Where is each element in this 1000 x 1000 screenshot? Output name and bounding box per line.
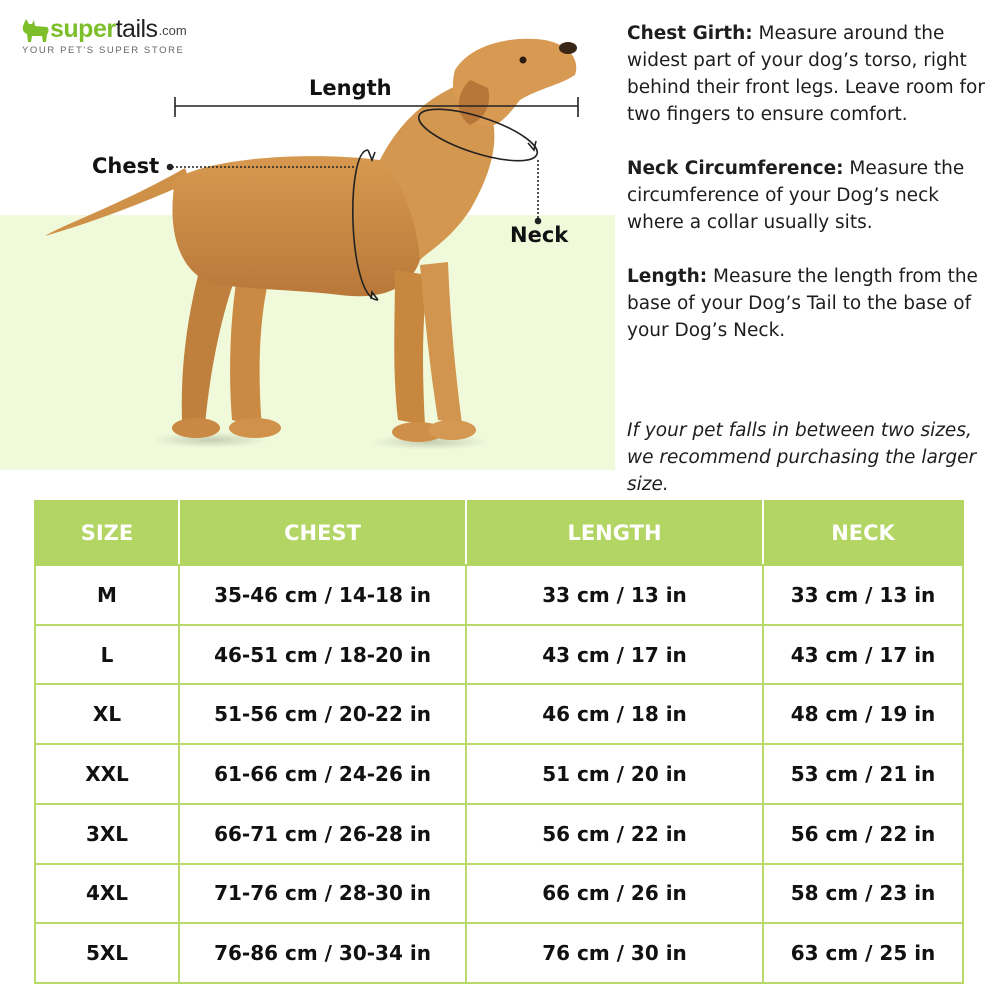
cell-size: 4XL	[35, 864, 179, 924]
table-row	[35, 744, 963, 804]
cell-size: M	[35, 565, 179, 625]
neck-text: Measure the circumference of your Dog’s neck where a collar usually sits.	[627, 158, 965, 233]
cell-neck: 53 cm / 21 in	[763, 744, 963, 804]
cell-length: 76 cm / 30 in	[466, 923, 763, 983]
cell-neck: 56 cm / 22 in	[763, 804, 963, 864]
cell-neck: 48 cm / 19 in	[763, 684, 963, 744]
logo-wordmark: supertails	[50, 15, 158, 43]
size-recommendation-note: If your pet falls in between two sizes, we recommend purchasing the larger size.	[627, 420, 977, 495]
cell-chest: 46-51 cm / 18-20 in	[179, 625, 466, 685]
length-term: Length:	[627, 266, 708, 287]
chest-girth-term: Chest Girth:	[627, 23, 753, 44]
table-row	[35, 565, 963, 625]
cell-length: 66 cm / 26 in	[466, 864, 763, 924]
cell-chest: 76-86 cm / 30-34 in	[179, 923, 466, 983]
cell-neck: 58 cm / 23 in	[763, 864, 963, 924]
chest-girth-text: Measure around the widest part of your dog’s torso, right behind their front legs. Leave room for two fingers to ensure comfort.	[627, 23, 985, 125]
cell-length: 56 cm / 22 in	[466, 804, 763, 864]
cell-length: 43 cm / 17 in	[466, 625, 763, 685]
cell-length: 51 cm / 20 in	[466, 744, 763, 804]
cell-size: 3XL	[35, 804, 179, 864]
header-chest: CHEST	[179, 501, 466, 565]
length-text: Measure the length from the base of your Dog’s Tail to the base of your Dog’s Neck.	[627, 266, 978, 341]
cell-length: 46 cm / 18 in	[466, 684, 763, 744]
header-size: SIZE	[35, 501, 179, 565]
measurement-instructions	[627, 20, 993, 495]
table-row	[35, 684, 963, 744]
table-row	[35, 864, 963, 924]
chest-girth-paragraph	[627, 20, 993, 128]
cell-size: XL	[35, 684, 179, 744]
neck-term: Neck Circumference:	[627, 158, 844, 179]
cell-neck: 43 cm / 17 in	[763, 625, 963, 685]
cell-size: XXL	[35, 744, 179, 804]
cell-size: L	[35, 625, 179, 685]
header-neck: NECK	[763, 501, 963, 565]
table-row	[35, 923, 963, 983]
cell-chest: 51-56 cm / 20-22 in	[179, 684, 466, 744]
length-paragraph	[627, 263, 993, 344]
cell-neck: 33 cm / 13 in	[763, 565, 963, 625]
neck-paragraph	[627, 155, 993, 236]
cell-neck: 63 cm / 25 in	[763, 923, 963, 983]
length-label: Length	[309, 76, 392, 100]
dog-silhouette-icon	[20, 16, 50, 42]
table-header-row	[35, 501, 963, 565]
cell-chest: 35-46 cm / 14-18 in	[179, 565, 466, 625]
table-row	[35, 625, 963, 685]
size-chart-table	[34, 500, 964, 984]
logo-tagline: YOUR PET'S SUPER STORE	[22, 45, 185, 56]
cell-chest: 71-76 cm / 28-30 in	[179, 864, 466, 924]
cell-chest: 61-66 cm / 24-26 in	[179, 744, 466, 804]
brand-logo[interactable]	[20, 16, 187, 56]
neck-label: Neck	[510, 223, 569, 247]
chest-label: Chest	[92, 154, 160, 178]
table-row	[35, 804, 963, 864]
cell-chest: 66-71 cm / 26-28 in	[179, 804, 466, 864]
cell-length: 33 cm / 13 in	[466, 565, 763, 625]
cell-size: 5XL	[35, 923, 179, 983]
header-length: LENGTH	[466, 501, 763, 565]
logo-domain: .com	[158, 23, 187, 38]
